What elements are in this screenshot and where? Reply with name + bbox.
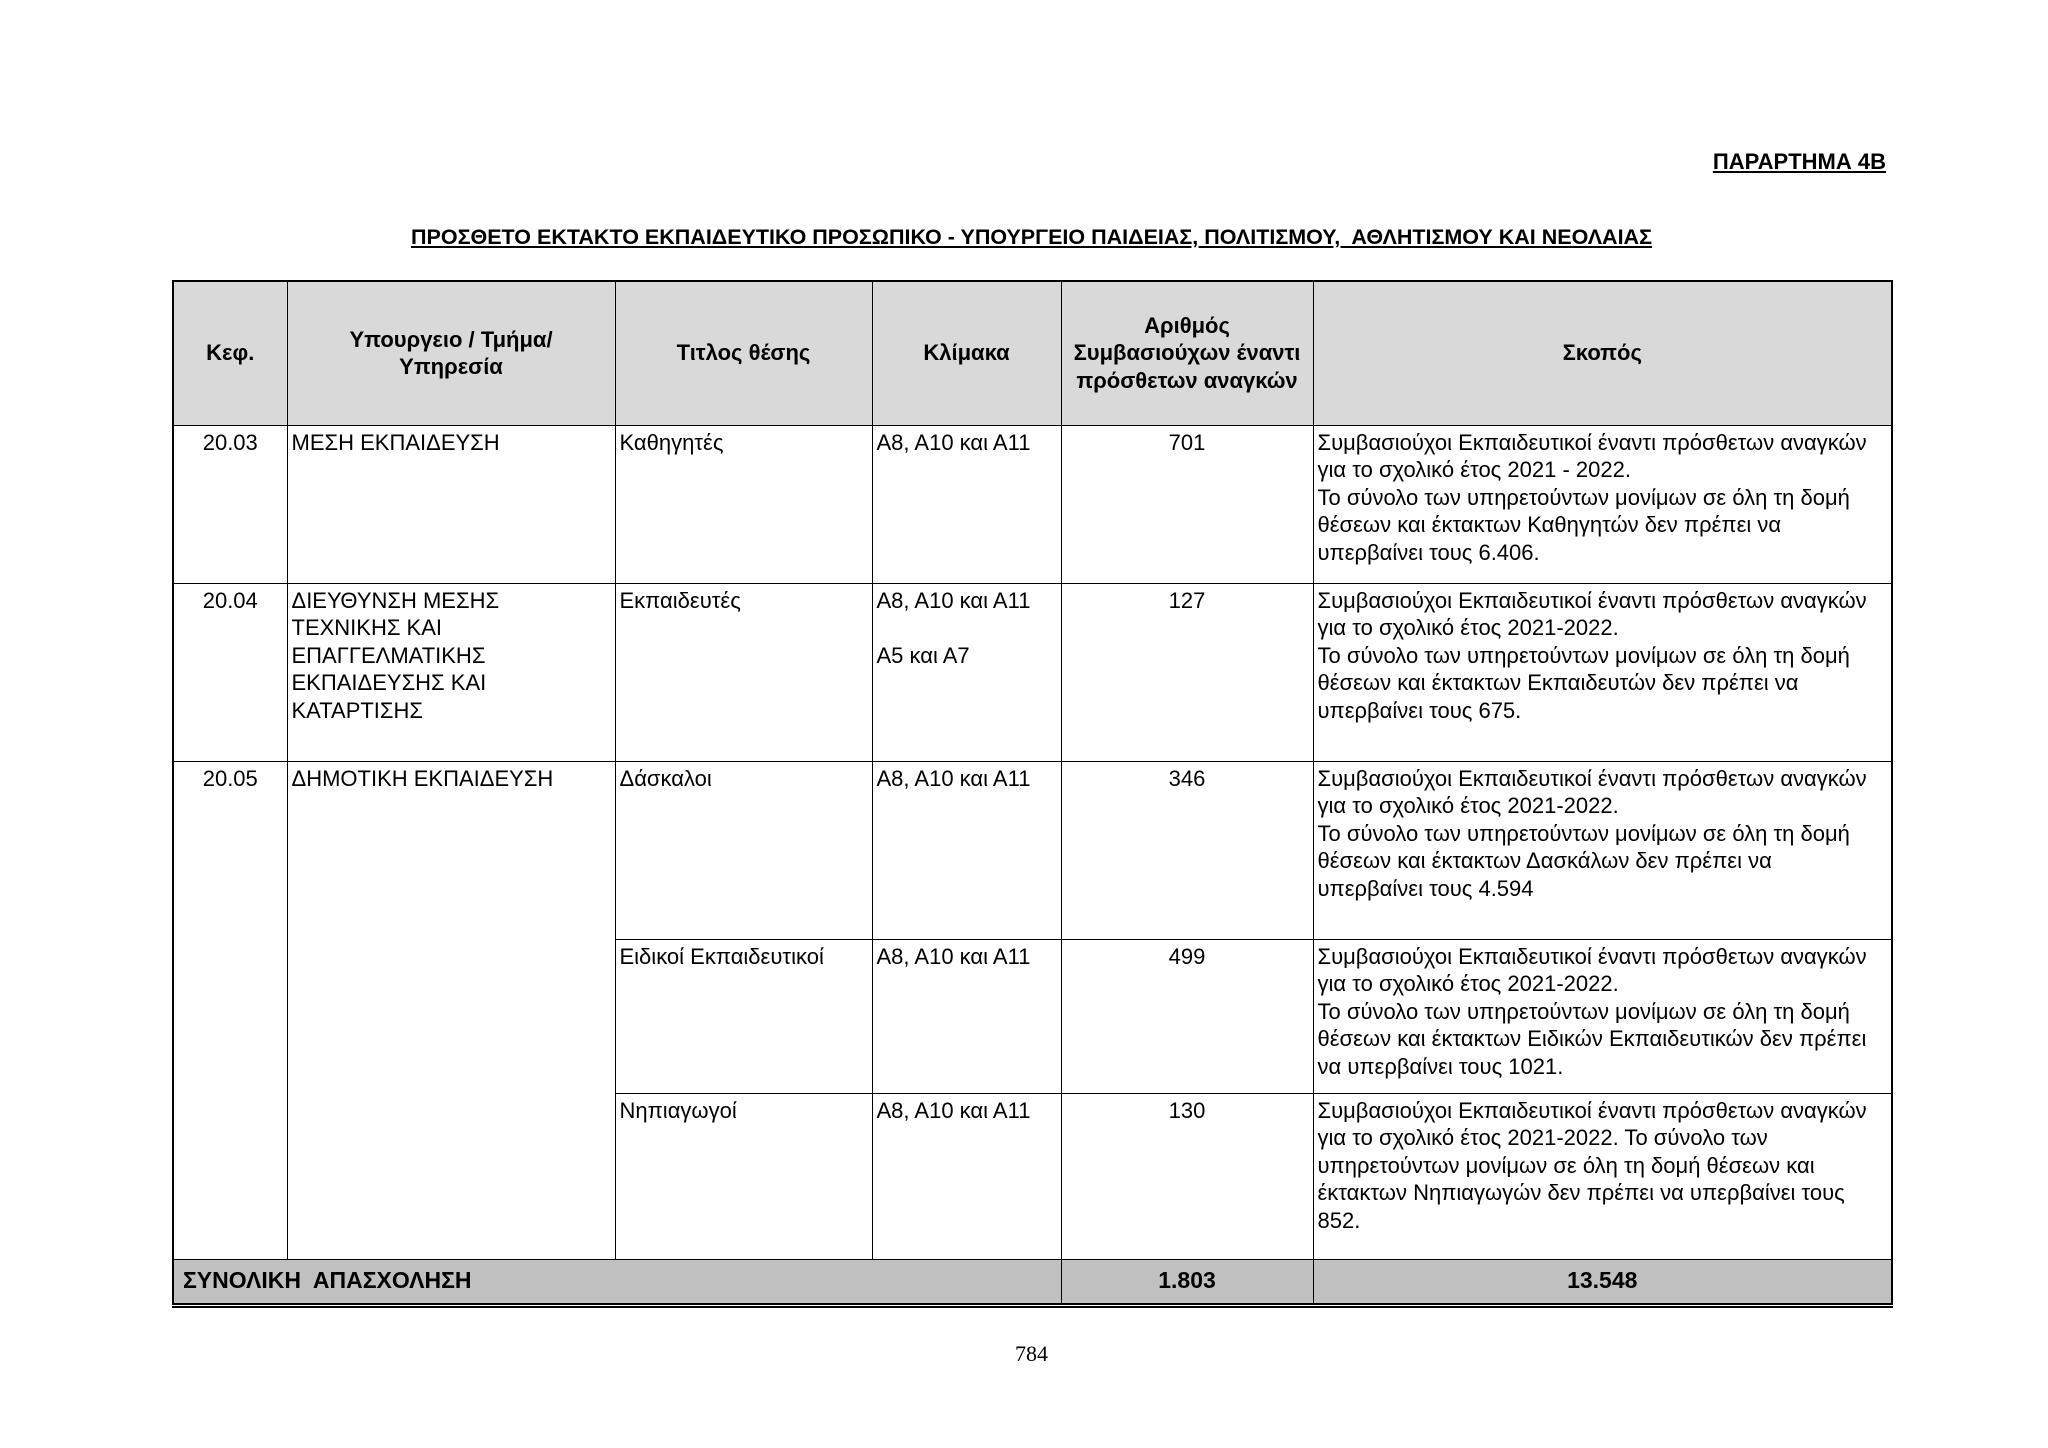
cell-chapter: 20.05	[173, 761, 287, 1259]
header-department: Υπουργειο / Τμήμα/ Υπηρεσία	[287, 281, 615, 425]
header-purpose: Σκοπός	[1313, 281, 1892, 425]
cell-chapter: 20.03	[173, 425, 287, 583]
cell-department: ΔΗΜΟΤΙΚΗ ΕΚΠΑΙΔΕΥΣΗ	[287, 761, 615, 1259]
table-row	[173, 583, 1892, 761]
header-row	[173, 281, 1892, 425]
total-label: ΣΥΝΟΛΙΚΗ ΑΠΑΣΧΟΛΗΣΗ	[173, 1259, 1061, 1305]
cell-scale: Α8, Α10 και Α11 Α5 και Α7	[872, 583, 1061, 761]
cell-position: Καθηγητές	[615, 425, 872, 583]
cell-count: 701	[1061, 425, 1313, 583]
staff-table	[172, 280, 1893, 1308]
total-ceiling: 13.548	[1313, 1259, 1892, 1305]
cell-department: ΔΙΕΥΘΥΝΣΗ ΜΕΣΗΣ ΤΕΧΝΙΚΗΣ ΚΑΙ ΕΠΑΓΓΕΛΜΑΤΙΚΗΣ ΕΚΠΑΙΔΕΥΣΗΣ ΚΑΙ ΚΑΤΑΡΤΙΣΗΣ	[287, 583, 615, 761]
cell-scale: Α8, Α10 και Α11	[872, 939, 1061, 1093]
cell-scale: Α8, Α10 και Α11	[872, 425, 1061, 583]
total-row	[173, 1259, 1892, 1305]
cell-purpose: Συμβασιούχοι Εκπαιδευτικοί έναντι πρόσθετων αναγκών για το σχολικό έτος 2021-2022. Το σύνολο των υπηρετούντων μονίμων σε όλη τη δομή θέσεων και έκτακτων Δασκάλων δεν πρέπει να υπερβαίνει τους 4.594	[1313, 761, 1892, 939]
page-number: 784	[1015, 1341, 1048, 1366]
cell-purpose: Συμβασιούχοι Εκπαιδευτικοί έναντι πρόσθετων αναγκών για το σχολικό έτος 2021-2022. Το σύνολο των υπηρετούντων μονίμων σε όλη τη δομή θέσεων και έκτακτων Εκπαιδευτών δεν πρέπει να υπερβαίνει τους 675.	[1313, 583, 1892, 761]
document-title: ΠΡΟΣΘΕΤΟ ΕΚΤΑΚΤΟ ΕΚΠΑΙΔΕΥΤΙΚΟ ΠΡΟΣΩΠΙΚΟ - ΥΠΟΥΡΓΕΙΟ ΠΑΙΔΕΙΑΣ, ΠΟΛΙΤΙΣΜΟΥ, ΑΘΛΗΤΙΣΜΟΥ ΚΑΙ ΝΕΟΛΑΙΑΣ	[411, 225, 1652, 249]
annex-label: ΠΑΡΑΡΤΗΜΑ 4Β	[1712, 149, 1886, 174]
cell-position: Δάσκαλοι	[615, 761, 872, 939]
cell-department: ΜΕΣΗ ΕΚΠΑΙΔΕΥΣΗ	[287, 425, 615, 583]
cell-scale: Α8, Α10 και Α11	[872, 1093, 1061, 1259]
cell-purpose: Συμβασιούχοι Εκπαιδευτικοί έναντι πρόσθετων αναγκών για το σχολικό έτος 2021-2022. Το σύνολο των υπηρετούντων μονίμων σε όλη τη δομή θέσεων και έκτακτων Νηπιαγωγών δεν πρέπει να υπερβαίνει τους 852.	[1313, 1093, 1892, 1259]
cell-chapter: 20.04	[173, 583, 287, 761]
cell-count: 127	[1061, 583, 1313, 761]
cell-purpose: Συμβασιούχοι Εκπαιδευτικοί έναντι πρόσθετων αναγκών για το σχολικό έτος 2021-2022. Το σύνολο των υπηρετούντων μονίμων σε όλη τη δομή θέσεων και έκτακτων Ειδικών Εκπαιδευτικών δεν πρέπει να υπερβαίνει τους 1021.	[1313, 939, 1892, 1093]
table-row	[173, 425, 1892, 583]
cell-position: Νηπιαγωγοί	[615, 1093, 872, 1259]
cell-position: Εκπαιδευτές	[615, 583, 872, 761]
header-count: Αριθμός Συμβασιούχων έναντι πρόσθετων αναγκών	[1061, 281, 1313, 425]
cell-count: 346	[1061, 761, 1313, 939]
total-count: 1.803	[1061, 1259, 1313, 1305]
cell-scale: Α8, Α10 και Α11	[872, 761, 1061, 939]
header-chapter: Κεφ.	[173, 281, 287, 425]
table-row	[173, 761, 1892, 939]
cell-purpose: Συμβασιούχοι Εκπαιδευτικοί έναντι πρόσθετων αναγκών για το σχολικό έτος 2021 - 2022. Το σύνολο των υπηρετούντων μονίμων σε όλη τη δομή θέσεων και έκτακτων Καθηγητών δεν πρέπει να υπερβαίνει τους 6.406.	[1313, 425, 1892, 583]
cell-count: 499	[1061, 939, 1313, 1093]
header-position: Τιτλος θέσης	[615, 281, 872, 425]
header-scale: Κλίμακα	[872, 281, 1061, 425]
cell-position: Ειδικοί Εκπαιδευτικοί	[615, 939, 872, 1093]
cell-count: 130	[1061, 1093, 1313, 1259]
